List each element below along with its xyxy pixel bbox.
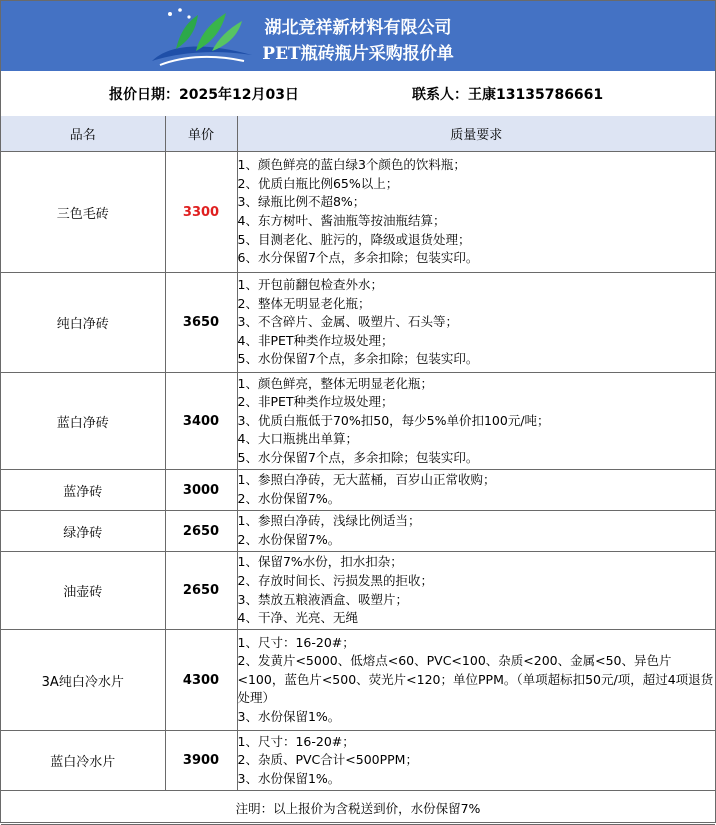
requirement-line: 5、目测老化、脏污的，降级或退货处理； xyxy=(237,231,471,247)
company-name: 湖北竞祥新材料有限公司 xyxy=(264,18,452,38)
product-price: 4300 xyxy=(165,630,237,731)
table-row xyxy=(1,470,715,511)
requirement-line: 3、禁放五粮液酒盒、吸塑片； xyxy=(237,591,408,607)
requirement-line: 5、水份保留7个点，多余扣除；包装实印。 xyxy=(237,351,479,367)
requirement-line: 2、水份保留7%。 xyxy=(237,491,341,506)
contact-person: 联系人：王康13135786661 xyxy=(412,87,604,103)
requirement-line: 1、尺寸：16-20#； xyxy=(237,733,355,749)
quality-requirements xyxy=(237,152,715,273)
product-name: 蓝白净砖 xyxy=(1,373,165,470)
price-table xyxy=(1,116,715,825)
product-price: 2650 xyxy=(165,511,237,552)
requirement-line: 6、水分保留7个点，多余扣除；包装实印。 xyxy=(237,250,479,266)
quality-requirements xyxy=(237,273,715,373)
requirement-line: 3、水份保留1%。 xyxy=(237,770,341,786)
footer-row xyxy=(1,791,715,825)
quality-requirements xyxy=(237,470,715,511)
table-row xyxy=(1,630,715,731)
product-price: 2650 xyxy=(165,552,237,630)
requirement-line: 2、整体无明显老化瓶； xyxy=(237,295,371,311)
requirement-line: 1、颜色鲜亮，整体无明显老化瓶； xyxy=(237,375,433,391)
quality-requirements xyxy=(237,552,715,630)
product-name: 三色毛砖 xyxy=(1,152,165,273)
footer-note: 注明：以上报价为含税送到价，水份保留7% xyxy=(1,791,715,825)
quality-requirements xyxy=(237,731,715,791)
product-price: 3650 xyxy=(165,273,237,373)
requirement-line: 3、水份保留1%。 xyxy=(237,708,341,724)
requirement-line: 1、开包前翻包检查外水； xyxy=(237,277,383,293)
info-row xyxy=(1,71,715,117)
page-title: PET瓶砖瓶片采购报价单 xyxy=(262,44,454,64)
requirement-line: 3、绿瓶比例不超8%； xyxy=(237,194,366,210)
product-name: 纯白净砖 xyxy=(1,273,165,373)
product-price: 3400 xyxy=(165,373,237,470)
table-row xyxy=(1,273,715,373)
requirement-line: 3、优质白瓶低于70%扣50，每少5%单价扣100元/吨； xyxy=(237,412,550,428)
requirement-line: 2、杂质、PVC合计<500PPM； xyxy=(237,752,418,768)
requirement-line: 4、干净、光亮、无绳 xyxy=(237,610,358,626)
requirement-line: 1、参照白净砖，浅绿比例适当； xyxy=(237,513,421,529)
column-header-price: 单价 xyxy=(165,116,237,152)
requirement-line: 1、尺寸：16-20#； xyxy=(237,634,355,650)
quality-requirements xyxy=(237,511,715,552)
column-header-quality: 质量要求 xyxy=(237,116,715,152)
requirement-line: 4、东方树叶、酱油瓶等按油瓶结算； xyxy=(237,213,446,228)
table-row xyxy=(1,152,715,273)
product-name: 3A纯白冷水片 xyxy=(1,630,165,731)
requirement-line: 2、水份保留7%。 xyxy=(237,532,341,547)
product-price: 3000 xyxy=(165,470,237,511)
requirement-line: 2、存放时间长、污损发黑的拒收； xyxy=(237,572,433,588)
requirement-line: 2、发黄片<5000、低熔点<60、PVC<100、杂质<200、金属<50、异色片<100，蓝色片<500、荧光片<120；单位PPM。（单项超标扣50元/项，超过4项退货处理） xyxy=(237,653,714,706)
product-name: 油壶砖 xyxy=(1,552,165,630)
product-price: 3300 xyxy=(165,152,237,273)
quote-date: 报价日期：2025年12月03日 xyxy=(109,87,299,103)
requirement-line: 2、优质白瓶比例65%以上； xyxy=(237,175,399,191)
product-name: 蓝白冷水片 xyxy=(1,731,165,791)
product-name: 蓝净砖 xyxy=(1,470,165,511)
header-banner xyxy=(1,1,715,71)
requirement-line: 5、水分保留7个点，多余扣除；包装实印。 xyxy=(237,449,479,465)
table-row xyxy=(1,552,715,630)
requirement-line: 1、参照白净砖，无大蓝桶，百岁山正常收购； xyxy=(237,472,496,488)
requirement-line: 1、颜色鲜亮的蓝白绿3个颜色的饮料瓶； xyxy=(237,157,466,173)
quality-requirements xyxy=(237,373,715,470)
requirement-line: 3、不含碎片、金属、吸塑片、石头等； xyxy=(237,314,458,330)
requirement-line: 1、保留7%水份，扣水扣杂； xyxy=(237,554,403,570)
column-header-name: 品名 xyxy=(1,116,165,152)
table-row xyxy=(1,731,715,791)
product-name: 绿净砖 xyxy=(1,511,165,552)
quality-requirements xyxy=(237,630,715,731)
requirement-line: 4、大口瓶挑出单算； xyxy=(237,431,358,447)
requirement-line: 2、非PET种类作垃圾处理； xyxy=(237,394,394,410)
product-price: 3900 xyxy=(165,731,237,791)
requirement-line: 4、非PET种类作垃圾处理； xyxy=(237,332,394,348)
table-row xyxy=(1,373,715,470)
table-row xyxy=(1,511,715,552)
